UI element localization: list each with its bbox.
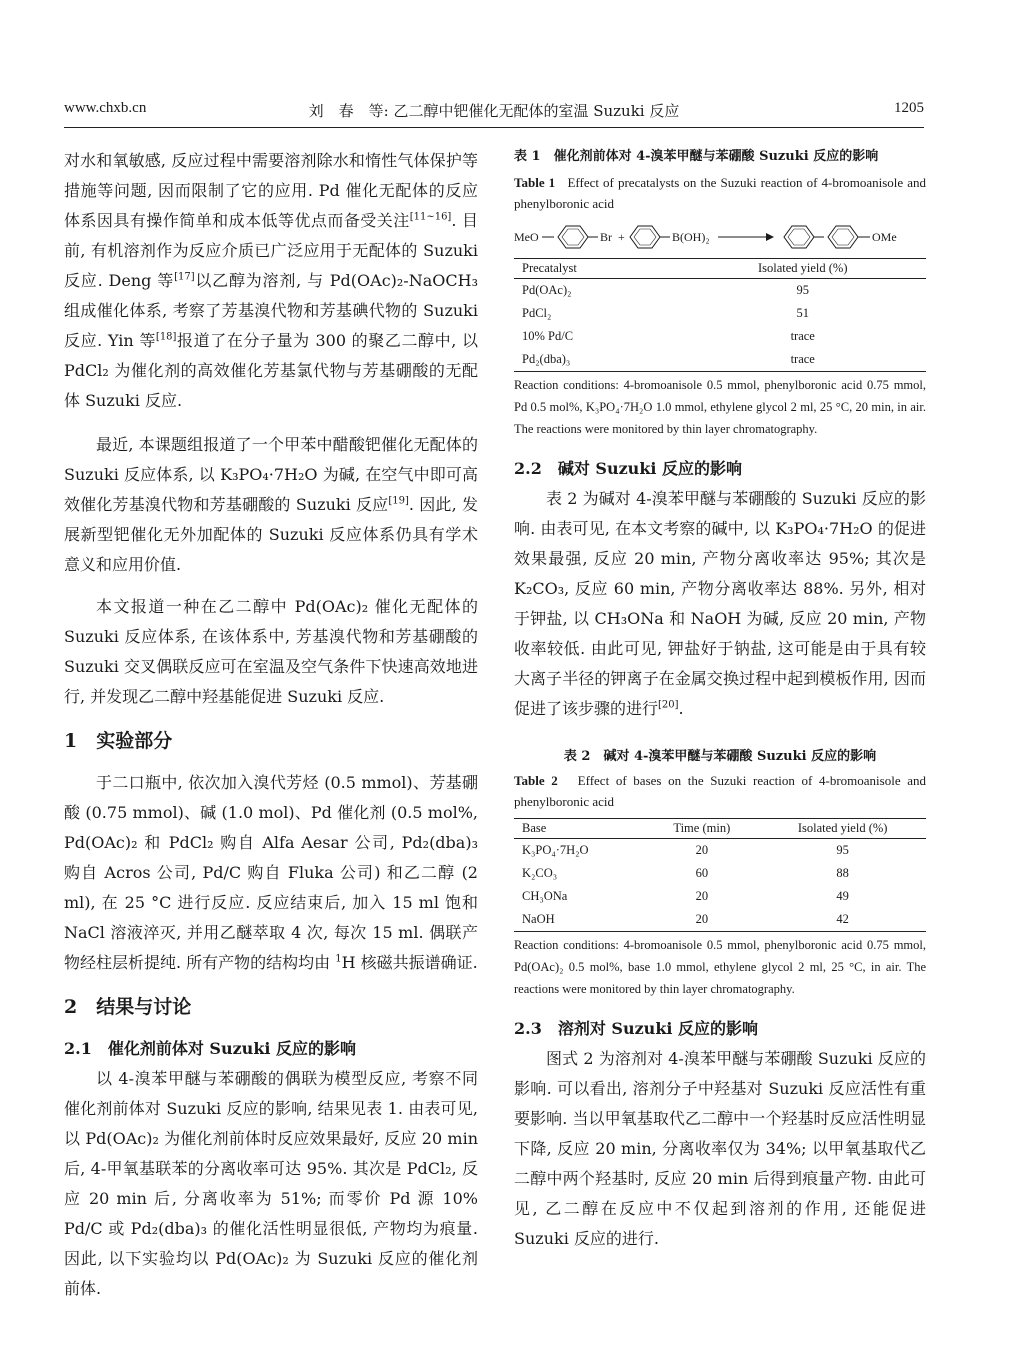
table-cell: 10% Pd/C bbox=[522, 329, 574, 343]
table1-caption-en: Table 1 Effect of precatalysts on the Suzuki reaction of 4-bromoanisole and phenylboronic acid bbox=[514, 175, 926, 211]
table-cell: K₂CO₃ bbox=[522, 866, 558, 880]
reactant2-right-label: B(OH)₂ bbox=[672, 230, 710, 244]
table2 bbox=[514, 818, 926, 932]
reactant1-left-label: MeO bbox=[514, 230, 539, 244]
paragraph-precatalyst: 以 4-溴苯甲醚与苯硼酸的偶联为模型反应, 考察不同催化剂前体对 Suzuki 反应的影响, 结果见表 1. 由表可见, 以 Pd(OAc)₂ 为催化剂前体时反应效果最好, 反应 20 min 后, 4-甲氧基联苯的分离收率可达 95%. 其次是 PdCl₂, 反应 20 min 后, 分离收率为 51%; 而零价 Pd 源 10% Pd/C 或 Pd₂(dba)₃ 的催化活性明显很低, 产物均为痕量. 因此, 以下实验均以 Pd(OAc)₂ 为 Suzuki 反应的催化剂前体. bbox=[64, 1069, 478, 1298]
table-cell: NaOH bbox=[514, 908, 644, 932]
subsection-heading-2-2: 2.2 碱对 Suzuki 反应的影响 bbox=[514, 459, 743, 478]
table-cell: Pd₂(dba)₃ bbox=[514, 348, 679, 372]
table-row bbox=[514, 862, 926, 885]
table-cell: 20 bbox=[695, 889, 709, 903]
section-heading-results: 2 结果与讨论 bbox=[64, 996, 192, 1018]
paragraph-solvents: 图式 2 为溶剂对 4-溴苯甲醚与苯硼酸 Suzuki 反应的影响. 可以看出, 溶剂分子中羟基对 Suzuki 反应活性有重要影响. 当以甲氧基取代乙二醇中一个羟基时反应活性明显下降, 反应 20 min, 分离收率仅为 34%; 以甲氧基取代乙二醇中两个羟基时, 反应 20 min 后得到痕量产物. 由此可见, 乙二醇在反应中不仅起到溶剂的作用, 还能促进 Suzuki 反应的进行. bbox=[514, 1049, 926, 1248]
reaction-scheme-drawing bbox=[514, 218, 926, 256]
table1 bbox=[514, 258, 926, 372]
table-cell: 20 bbox=[644, 908, 759, 932]
table-cell: 88 bbox=[836, 866, 849, 880]
table-cell: 51 bbox=[796, 306, 809, 320]
table1-header-precatalyst: Precatalyst bbox=[514, 259, 679, 279]
table-cell: 49 bbox=[836, 889, 849, 903]
subsection-heading-2-3: 2.3 溶剂对 Suzuki 反应的影响 bbox=[514, 1019, 759, 1038]
table-row bbox=[514, 839, 926, 863]
table-row bbox=[514, 908, 926, 932]
paragraph-this-work: 本文报道一种在乙二醇中 Pd(OAc)₂ 催化无配体的 Suzuki 反应体系, 在该体系中, 芳基溴代物和芳基硼酸的 Suzuki 交叉偶联反应可在室温及空气条件下快速高效地进行, 并发现乙二醇中羟基能促进 Suzuki 反应. bbox=[64, 597, 478, 706]
table-row bbox=[514, 279, 926, 303]
table-cell: 60 bbox=[695, 866, 709, 880]
table-row bbox=[514, 302, 926, 325]
table-cell: K₃PO₄·7H₂O bbox=[522, 843, 589, 857]
table-cell: 20 bbox=[695, 843, 709, 857]
right-column bbox=[514, 146, 926, 1254]
paragraph-bases: 表 2 为碱对 4-溴苯甲醚与苯硼酸的 Suzuki 反应的影响. 由表可见, 在本文考察的碱中, 以 K₃PO₄·7H₂O 的促进效果最强, 反应 20 min, 产物分离收率达 95%; 其次是 K₂CO₃, 反应 60 min, 产物分离收率达 88%. 另外, 相对于钾盐, 以 CH₃ONa 和 NaOH 为碱, 反应 20 min, 产物收率较低. 由此可见, 钾盐好于钠盐, 这可能是由于具有较大离子半径的钾离子在金属交换过程中起到模板作用, 因而促进了该步骤的进行[20]. bbox=[514, 489, 926, 718]
table-cell: Pd(OAc)₂ bbox=[522, 283, 572, 297]
reaction-scheme bbox=[514, 218, 926, 256]
table2-caption-en: Table 2 Effect of bases on the Suzuki reaction of 4-bromoanisole and phenylboronic acid bbox=[514, 773, 927, 809]
header-rule bbox=[64, 127, 924, 128]
table1-header-yield: Isolated yield (%) bbox=[679, 259, 926, 279]
journal-url: www.chxb.cn bbox=[64, 100, 147, 116]
table-cell: 95 bbox=[796, 283, 809, 297]
table2-header-base: Base bbox=[514, 819, 644, 839]
running-title: 刘 春 等: 乙二醇中钯催化无配体的室温 Suzuki 反应 bbox=[308, 102, 680, 120]
left-column bbox=[64, 146, 478, 1304]
table-row bbox=[514, 885, 926, 908]
table2-header-yield: Isolated yield (%) bbox=[759, 819, 926, 839]
table1-caption-cn: 表 1 催化剂前体对 4-溴苯甲醚与苯硼酸 Suzuki 反应的影响 bbox=[514, 149, 879, 164]
table-row bbox=[514, 348, 926, 372]
paragraph-recent-work: 最近, 本课题组报道了一个甲苯中醋酸钯催化无配体的 Suzuki 反应体系, 以 K₃PO₄·7H₂O 为碱, 在空气中即可高效催化芳基溴代物和芳基硼酸的 Suzuki 反应[19]. 因此, 发展新型钯催化无外加配体的 Suzuki 反应体系仍具有学术意义和应用价值. bbox=[64, 435, 478, 574]
table2-caption-cn: 表 2 碱对 4-溴苯甲醚与苯硼酸 Suzuki 反应的影响 bbox=[563, 749, 877, 764]
page-number: 1205 bbox=[894, 100, 924, 116]
table-cell: trace bbox=[790, 329, 815, 343]
table1-note: Reaction conditions: 4-bromoanisole 0.5 mmol, phenylboronic acid 0.75 mmol, Pd 0.5 mol%, K₃PO₄·7H₂O 1.0 mmol, ethylene glycol 2 ml, 25 °C, 20 min, in air. The reactions were monitored by thin layer chromatography. bbox=[514, 378, 926, 436]
table-row bbox=[514, 325, 926, 348]
plus-sign: + bbox=[618, 230, 625, 244]
paragraph-experimental: 于二口瓶中, 依次加入溴代芳烃 (0.5 mmol)、芳基硼酸 (0.75 mmol)、碱 (1.0 mol)、Pd 催化剂 (0.5 mol%, Pd(OAc)₂ 和 PdCl₂ 购自 Alfa Aesar 公司, Pd₂(dba)₃ 购自 Acros 公司, Pd/C 购自 Fluka 公司) 和乙二醇 (2 ml), 在 25 °C 进行反应. 反应结束后, 加入 15 ml 饱和 NaCl 溶液淬灭, 并用乙醚萃取 4 次, 每次 15 ml. 偶联产物经柱层析提纯. 所有产物的结构均由 $^1$H 核磁共振谱确证. bbox=[64, 773, 478, 972]
table-cell: PdCl₂ bbox=[522, 306, 552, 320]
table2-note: Reaction conditions: 4-bromoanisole 0.5 mmol, phenylboronic acid 0.75 mmol, Pd(OAc)₂ 0.5 mol%, base 1.0 mmol, ethylene glycol 2 ml, 25 °C, in air. The reactions were monitored by thin layer chromatography. bbox=[514, 938, 926, 996]
reactant1-right-label: Br bbox=[600, 230, 612, 244]
section-heading-experimental: 1 实验部分 bbox=[64, 730, 173, 752]
paragraph-intro-cont: 对水和氧敏感, 反应过程中需要溶剂除水和惰性气体保护等措施等问题, 因而限制了它的应用. Pd 催化无配体的反应体系因具有操作简单和成本低等优点而备受关注[11~16]. 目前, 有机溶剂作为反应介质已广泛应用于无配体的 Suzuki 反应. Deng 等[17]以乙醇为溶剂, 与 Pd(OAc)₂-NaOCH₃ 组成催化体系, 考察了芳基溴代物和芳基碘代物的 Suzuki 反应. Yin 等[18]报道了在分子量为 300 的聚乙二醇中, 以 PdCl₂ 为催化剂的高效催化芳基氯代物与芳基硼酸的无配体 Suzuki 反应. bbox=[64, 151, 478, 410]
table-cell: CH₃ONa bbox=[522, 889, 568, 903]
subsection-heading-2-1: 2.1 催化剂前体对 Suzuki 反应的影响 bbox=[64, 1039, 357, 1058]
running-header bbox=[64, 100, 924, 126]
product-right-label: OMe bbox=[872, 230, 897, 244]
table-cell: trace bbox=[679, 348, 926, 372]
table2-header-time: Time (min) bbox=[644, 819, 759, 839]
table-cell: 42 bbox=[759, 908, 926, 932]
table-cell: 95 bbox=[836, 843, 849, 857]
